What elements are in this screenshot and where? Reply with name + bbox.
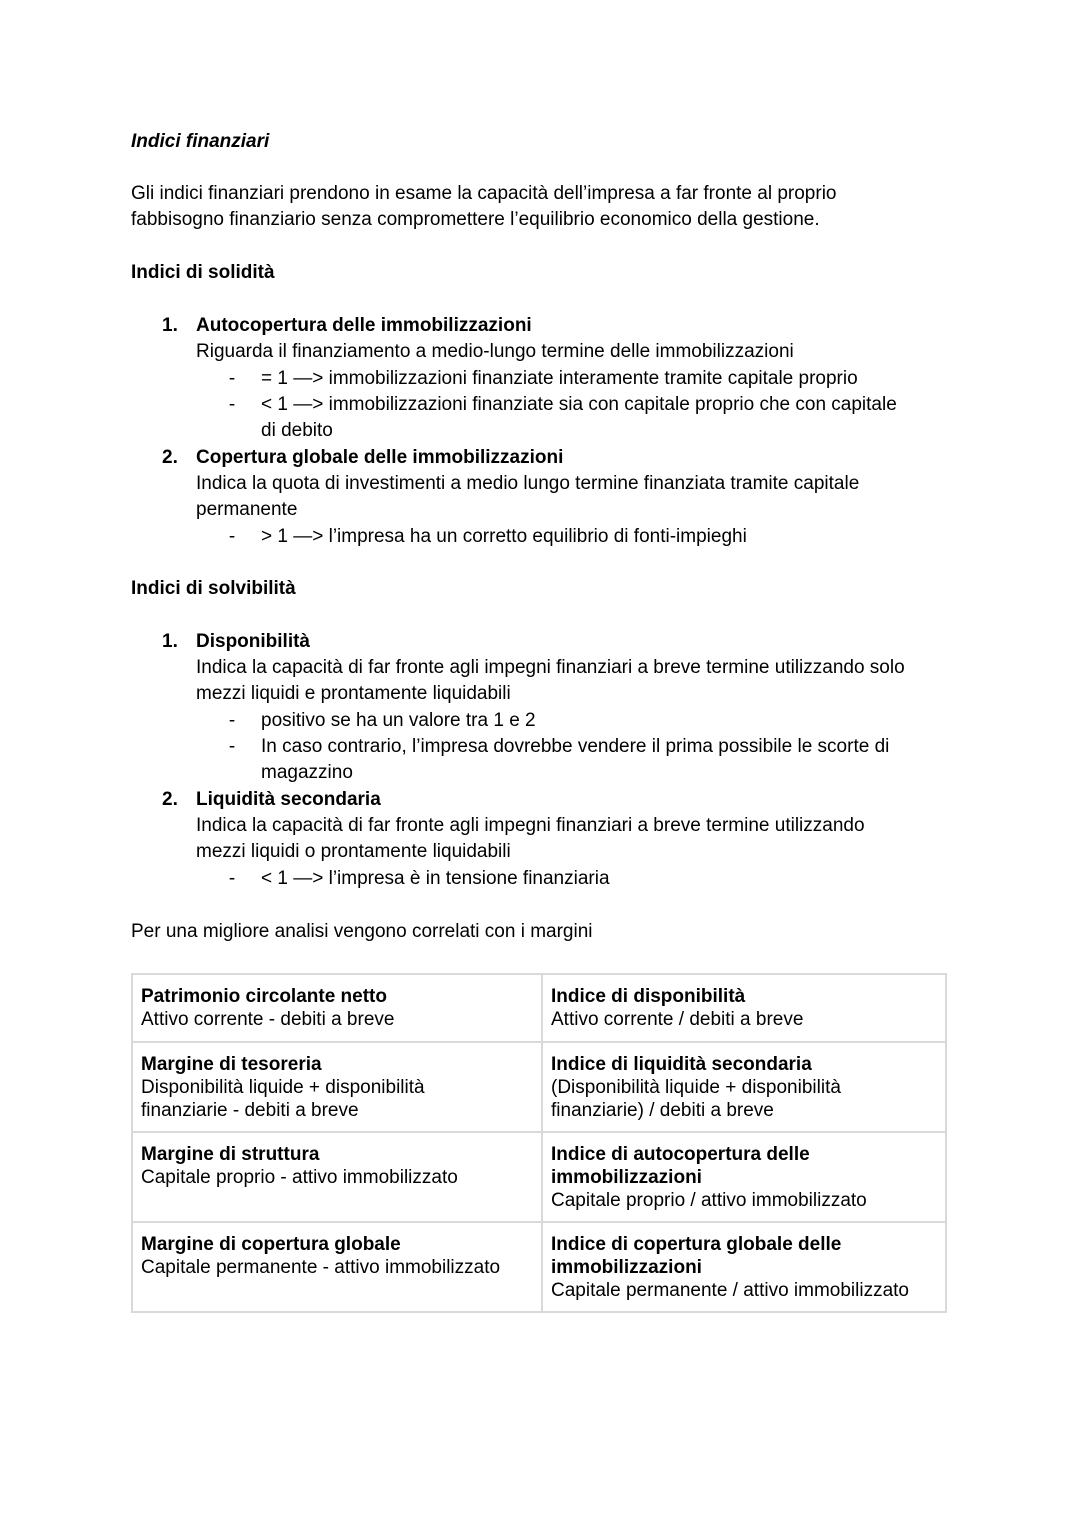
list-item-title: Disponibilità [196, 631, 310, 652]
list-item-title: Copertura globale delle immobilizzazioni [196, 447, 564, 468]
section-heading-solvibilita: Indici di solvibilità [131, 578, 296, 599]
list-item-title: Autocopertura delle immobilizzazioni [196, 315, 532, 336]
table-row [132, 974, 946, 1042]
table-cell [132, 974, 542, 1042]
table-row [132, 1222, 946, 1312]
list-item-description: mezzi liquidi o prontamente liquidabili [196, 841, 511, 862]
table-cell [132, 1132, 542, 1222]
cell-body: Attivo corrente / debiti a breve [551, 1009, 804, 1030]
list-item-description: Indica la capacità di far fronte agli impegni finanziari a breve termine utilizzando [196, 815, 865, 836]
bullet-text-continuation: magazzino [261, 762, 353, 783]
cell-title: Margine di tesoreria [141, 1054, 322, 1075]
cell-body: Capitale proprio - attivo immobilizzato [141, 1167, 458, 1188]
bullet-dash: - [228, 710, 236, 731]
margins-indices-table [131, 973, 947, 1313]
cell-title: Margine di struttura [141, 1144, 320, 1165]
list-number: 1. [162, 631, 178, 652]
list-item-description: mezzi liquidi e prontamente liquidabili [196, 683, 511, 704]
list-number: 1. [162, 315, 178, 336]
cell-body: Capitale permanente - attivo immobilizzato [141, 1257, 501, 1278]
table-row [132, 1132, 946, 1222]
list-number: 2. [162, 447, 178, 468]
list-number: 2. [162, 789, 178, 810]
closing-paragraph: Per una migliore analisi vengono correlati con i margini [131, 921, 593, 942]
bullet-text: = 1 —> immobilizzazioni finanziate interamente tramite capitale proprio [261, 368, 858, 389]
intro-line-1: Gli indici finanziari prendono in esame la capacità dell’impresa a far fronte al proprio [131, 183, 837, 204]
bullet-text: positivo se ha un valore tra 1 e 2 [261, 710, 536, 731]
bullet-text: < 1 —> l’impresa è in tensione finanziaria [261, 868, 610, 889]
bullet-dash: - [228, 868, 236, 889]
cell-body: Attivo corrente - debiti a breve [141, 1009, 395, 1030]
table-cell [132, 1042, 542, 1132]
cell-title: Indice di liquidità secondaria [551, 1054, 812, 1075]
table-row [132, 1042, 946, 1132]
cell-title: Margine di copertura globale [141, 1234, 401, 1255]
cell-title: Indice di disponibilità [551, 986, 746, 1007]
bullet-dash: - [228, 736, 236, 757]
bullet-dash: - [228, 394, 236, 415]
table-cell [542, 1042, 946, 1132]
cell-title: Indice di copertura globale delle immobilizzazioni [551, 1234, 842, 1278]
table-cell [132, 1222, 542, 1312]
cell-body: (Disponibilità liquide + disponibilità finanziarie) / debiti a breve [551, 1077, 841, 1121]
table-cell [542, 974, 946, 1042]
cell-body: Capitale proprio / attivo immobilizzato [551, 1190, 867, 1211]
bullet-dash: - [228, 368, 236, 389]
cell-title: Patrimonio circolante netto [141, 986, 387, 1007]
cell-body: Disponibilità liquide + disponibilità finanziarie - debiti a breve [141, 1077, 425, 1121]
list-item-description: Riguarda il finanziamento a medio-lungo termine delle immobilizzazioni [196, 341, 794, 362]
page-title: Indici finanziari [131, 131, 270, 152]
list-item-description: permanente [196, 499, 298, 520]
cell-body: Capitale permanente / attivo immobilizzato [551, 1280, 910, 1301]
bullet-text: < 1 —> immobilizzazioni finanziate sia con capitale proprio che con capitale [261, 394, 897, 415]
cell-title: Indice di autocopertura delle immobilizzazioni [551, 1144, 810, 1188]
list-item-description: Indica la capacità di far fronte agli impegni finanziari a breve termine utilizzando solo [196, 657, 905, 678]
table-cell [542, 1132, 946, 1222]
list-item-title: Liquidità secondaria [196, 789, 381, 810]
bullet-text: In caso contrario, l’impresa dovrebbe vendere il prima possibile le scorte di [261, 736, 890, 757]
intro-line-2: fabbisogno finanziario senza compromettere l’equilibrio economico della gestione. [131, 209, 820, 230]
bullet-text: > 1 —> l’impresa ha un corretto equilibrio di fonti-impieghi [261, 526, 747, 547]
section-heading-solidita: Indici di solidità [131, 262, 275, 283]
table-cell [542, 1222, 946, 1312]
bullet-dash: - [228, 526, 236, 547]
list-item-description: Indica la quota di investimenti a medio lungo termine finanziata tramite capitale [196, 473, 860, 494]
bullet-text-continuation: di debito [261, 420, 333, 441]
